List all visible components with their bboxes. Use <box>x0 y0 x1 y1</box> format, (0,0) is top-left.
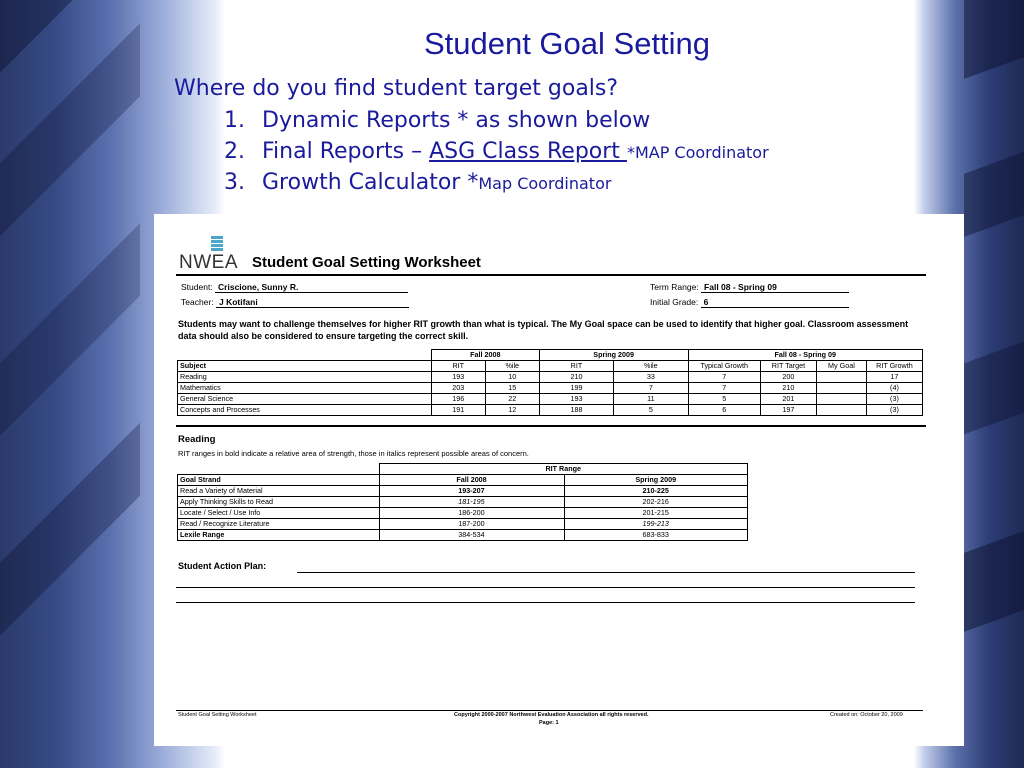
footer-created-date: Created on: October 20, 2009 <box>830 712 903 718</box>
reading-note: RIT ranges in bold indicate a relative area of strength, those in italics represent possible areas of concern. <box>178 449 529 458</box>
action-plan-line <box>297 572 915 573</box>
rit-range-table: RIT Range Goal Strand Fall 2008 Spring 2009 Read a Variety of Material 193-207 210-225 Apply Thinking Skills to Read 181-195 202-216 Locate / Select / Use Info 186-200 201-215 Read / Recognize Literature 187-200 199-213 Lexile Range 384-534 683-833 <box>177 463 748 541</box>
term-range-field: Term Range: Fall 08 - Spring 09 <box>650 282 849 293</box>
intro-question: Where do you find student target goals? <box>174 76 619 101</box>
action-plan-label: Student Action Plan: <box>178 561 267 571</box>
title-divider <box>176 274 926 276</box>
teacher-field: Teacher: J Kotifani <box>181 297 409 308</box>
slide-title: Student Goal Setting <box>423 26 711 61</box>
footer-left: Student Goal Setting Worksheet <box>178 712 257 718</box>
action-plan-line <box>176 587 915 588</box>
table-row: Apply Thinking Skills to Read 181-195 202-216 <box>178 497 748 508</box>
table-row: Mathematics 203 15 199 7 7 210 (4) <box>178 383 923 394</box>
list-item: 2. Final Reports – ASG Class Report *MAP Coordinator <box>224 139 769 164</box>
footer-page: Page: 1 <box>539 720 559 726</box>
list-item: 3. Growth Calculator *Map Coordinator <box>224 170 612 195</box>
table-row: Reading 193 10 210 33 7 200 17 <box>178 372 923 383</box>
section-divider <box>176 425 926 427</box>
table-row: Lexile Range 384-534 683-833 <box>178 530 748 541</box>
table-row: Locate / Select / Use Info 186-200 201-215 <box>178 508 748 519</box>
footer-copyright: Copyright 2000-2007 Northwest Evaluation Association all rights reserved. <box>454 712 649 718</box>
table-row: General Science 196 22 193 11 5 201 (3) <box>178 394 923 405</box>
goal-source-list <box>224 107 769 200</box>
student-field: Student: Criscione, Sunny R. <box>181 282 408 293</box>
table-row: Read / Recognize Literature 187-200 199-213 <box>178 519 748 530</box>
instructions-paragraph: Students may want to challenge themselves for higher RIT growth than what is typical. The My Goal space can be used to identify that higher goal. Classroom assessment data should also be considered to ensure targeting the correct skill. <box>178 319 909 341</box>
worksheet-image: NWEA Student Goal Setting Worksheet Student: Criscione, Sunny R. Teacher: J Kotifani Term Range: Fall 08 - Spring 09 Initial Grade: 6 Students may want to challenge themselves for higher RIT growth than what is typical. The My Goal space can be used to identify that higher goal. Classroom assessment data should also be considered to ensure targeting the correct skill. Fall 2008 Spring 2009 Fall 08 - Spring 09 Subject RIT %ile RIT %ile Typical Growth RIT Target My Goal RIT Growth Reading 193 10 210 33 7 200 17 Mathematics 203 15 199 7 7 210 (4) General Science 196 22 193 11 5 201 (3) Concepts and Processes 191 12 188 5 6 197 (3) Reading RIT ranges in bold indicate a relative area of strength, those in italics represent possible areas of concern. RIT Range Goal Strand Fall 2008 Spring 2009 Read a Variety of Material 193-207 210-225 Apply Thinking Skills to Read 181-195 202-216 Locate / Select / Use Info 186-200 201-215 Read / Recognize Literature 187-200 199-213 Lexile Range 384-534 683-833 Student Action Plan: Student Goal Setting Worksheet Copyright 2000-2007 Northwest Evaluation Association all rights reserved. Page: 1 Created on: October 20, 2009 <box>154 214 964 746</box>
action-plan-line <box>176 602 915 603</box>
list-item: 1. Dynamic Reports * as shown below <box>224 108 651 133</box>
worksheet-title: Student Goal Setting Worksheet <box>252 254 481 271</box>
table-row: Concepts and Processes 191 12 188 5 6 197 (3) <box>178 405 923 416</box>
footer-divider <box>176 710 923 711</box>
asg-class-report-link[interactable]: ASG Class Report <box>429 139 627 164</box>
initial-grade-field: Initial Grade: 6 <box>650 297 849 308</box>
reading-heading: Reading <box>178 434 216 445</box>
table-row: Read a Variety of Material 193-207 210-225 <box>178 486 748 497</box>
rit-score-table: Fall 2008 Spring 2009 Fall 08 - Spring 09 Subject RIT %ile RIT %ile Typical Growth RIT Target My Goal RIT Growth Reading 193 10 210 33 7 200 17 Mathematics 203 15 199 7 7 210 (4) General Science 196 22 193 11 5 201 (3) Concepts and Processes 191 12 188 5 6 197 (3) <box>177 349 923 416</box>
